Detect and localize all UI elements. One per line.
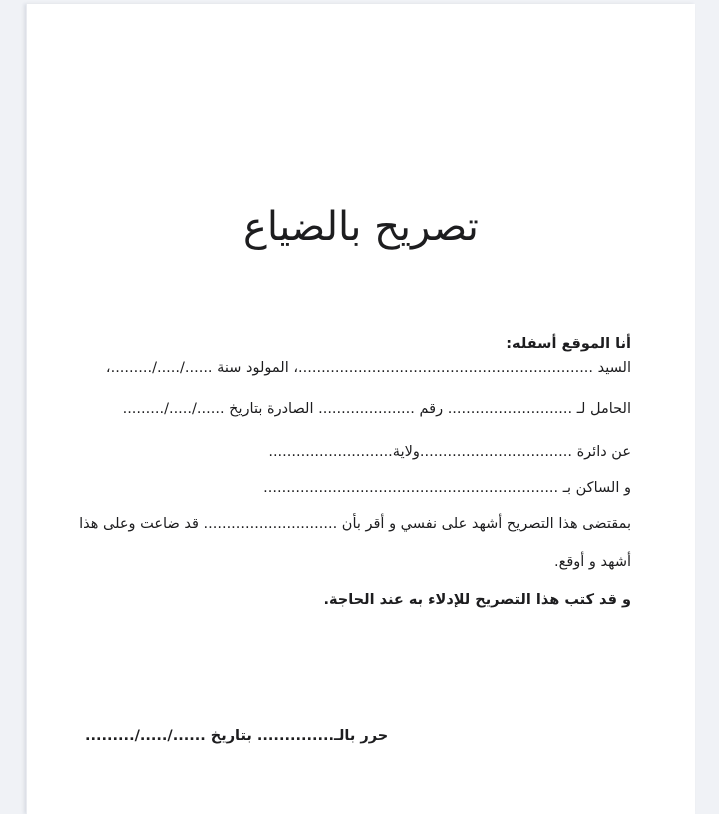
- line-loss-declaration: بمقتضى هذا التصريح أشهد على نفسي و أقر بأن ............................. قد ضاعت وعلى هذا: [79, 516, 631, 532]
- document-title-text: تصريح بالضياع: [243, 204, 479, 250]
- line-purpose-statement: و قد كتب هذا التصريح للإدلاء به عند الحاجة.: [323, 592, 631, 608]
- line-id-number-issue-date: الحامل لـ ........................... رقم ..................... الصادرة بتاريخ ....../...../.........: [122, 401, 631, 417]
- line-district-wilaya: عن دائرة .................................ولاية...........................: [268, 444, 631, 460]
- line-issued-place-date: حرر بالـ.............. بتاريخ ....../...../.........: [85, 728, 389, 744]
- document-title: [27, 200, 695, 254]
- document-page: [26, 4, 695, 814]
- line-name-birthdate: السيد ................................................................، المولود سنة ....../...../.........،: [105, 360, 631, 376]
- line-residence: و الساكن بـ ................................................................: [263, 480, 631, 496]
- line-undersigned-heading: أنا الموقع أسفله:: [506, 336, 631, 352]
- line-testify-sign: أشهد و أوقع.: [554, 554, 631, 570]
